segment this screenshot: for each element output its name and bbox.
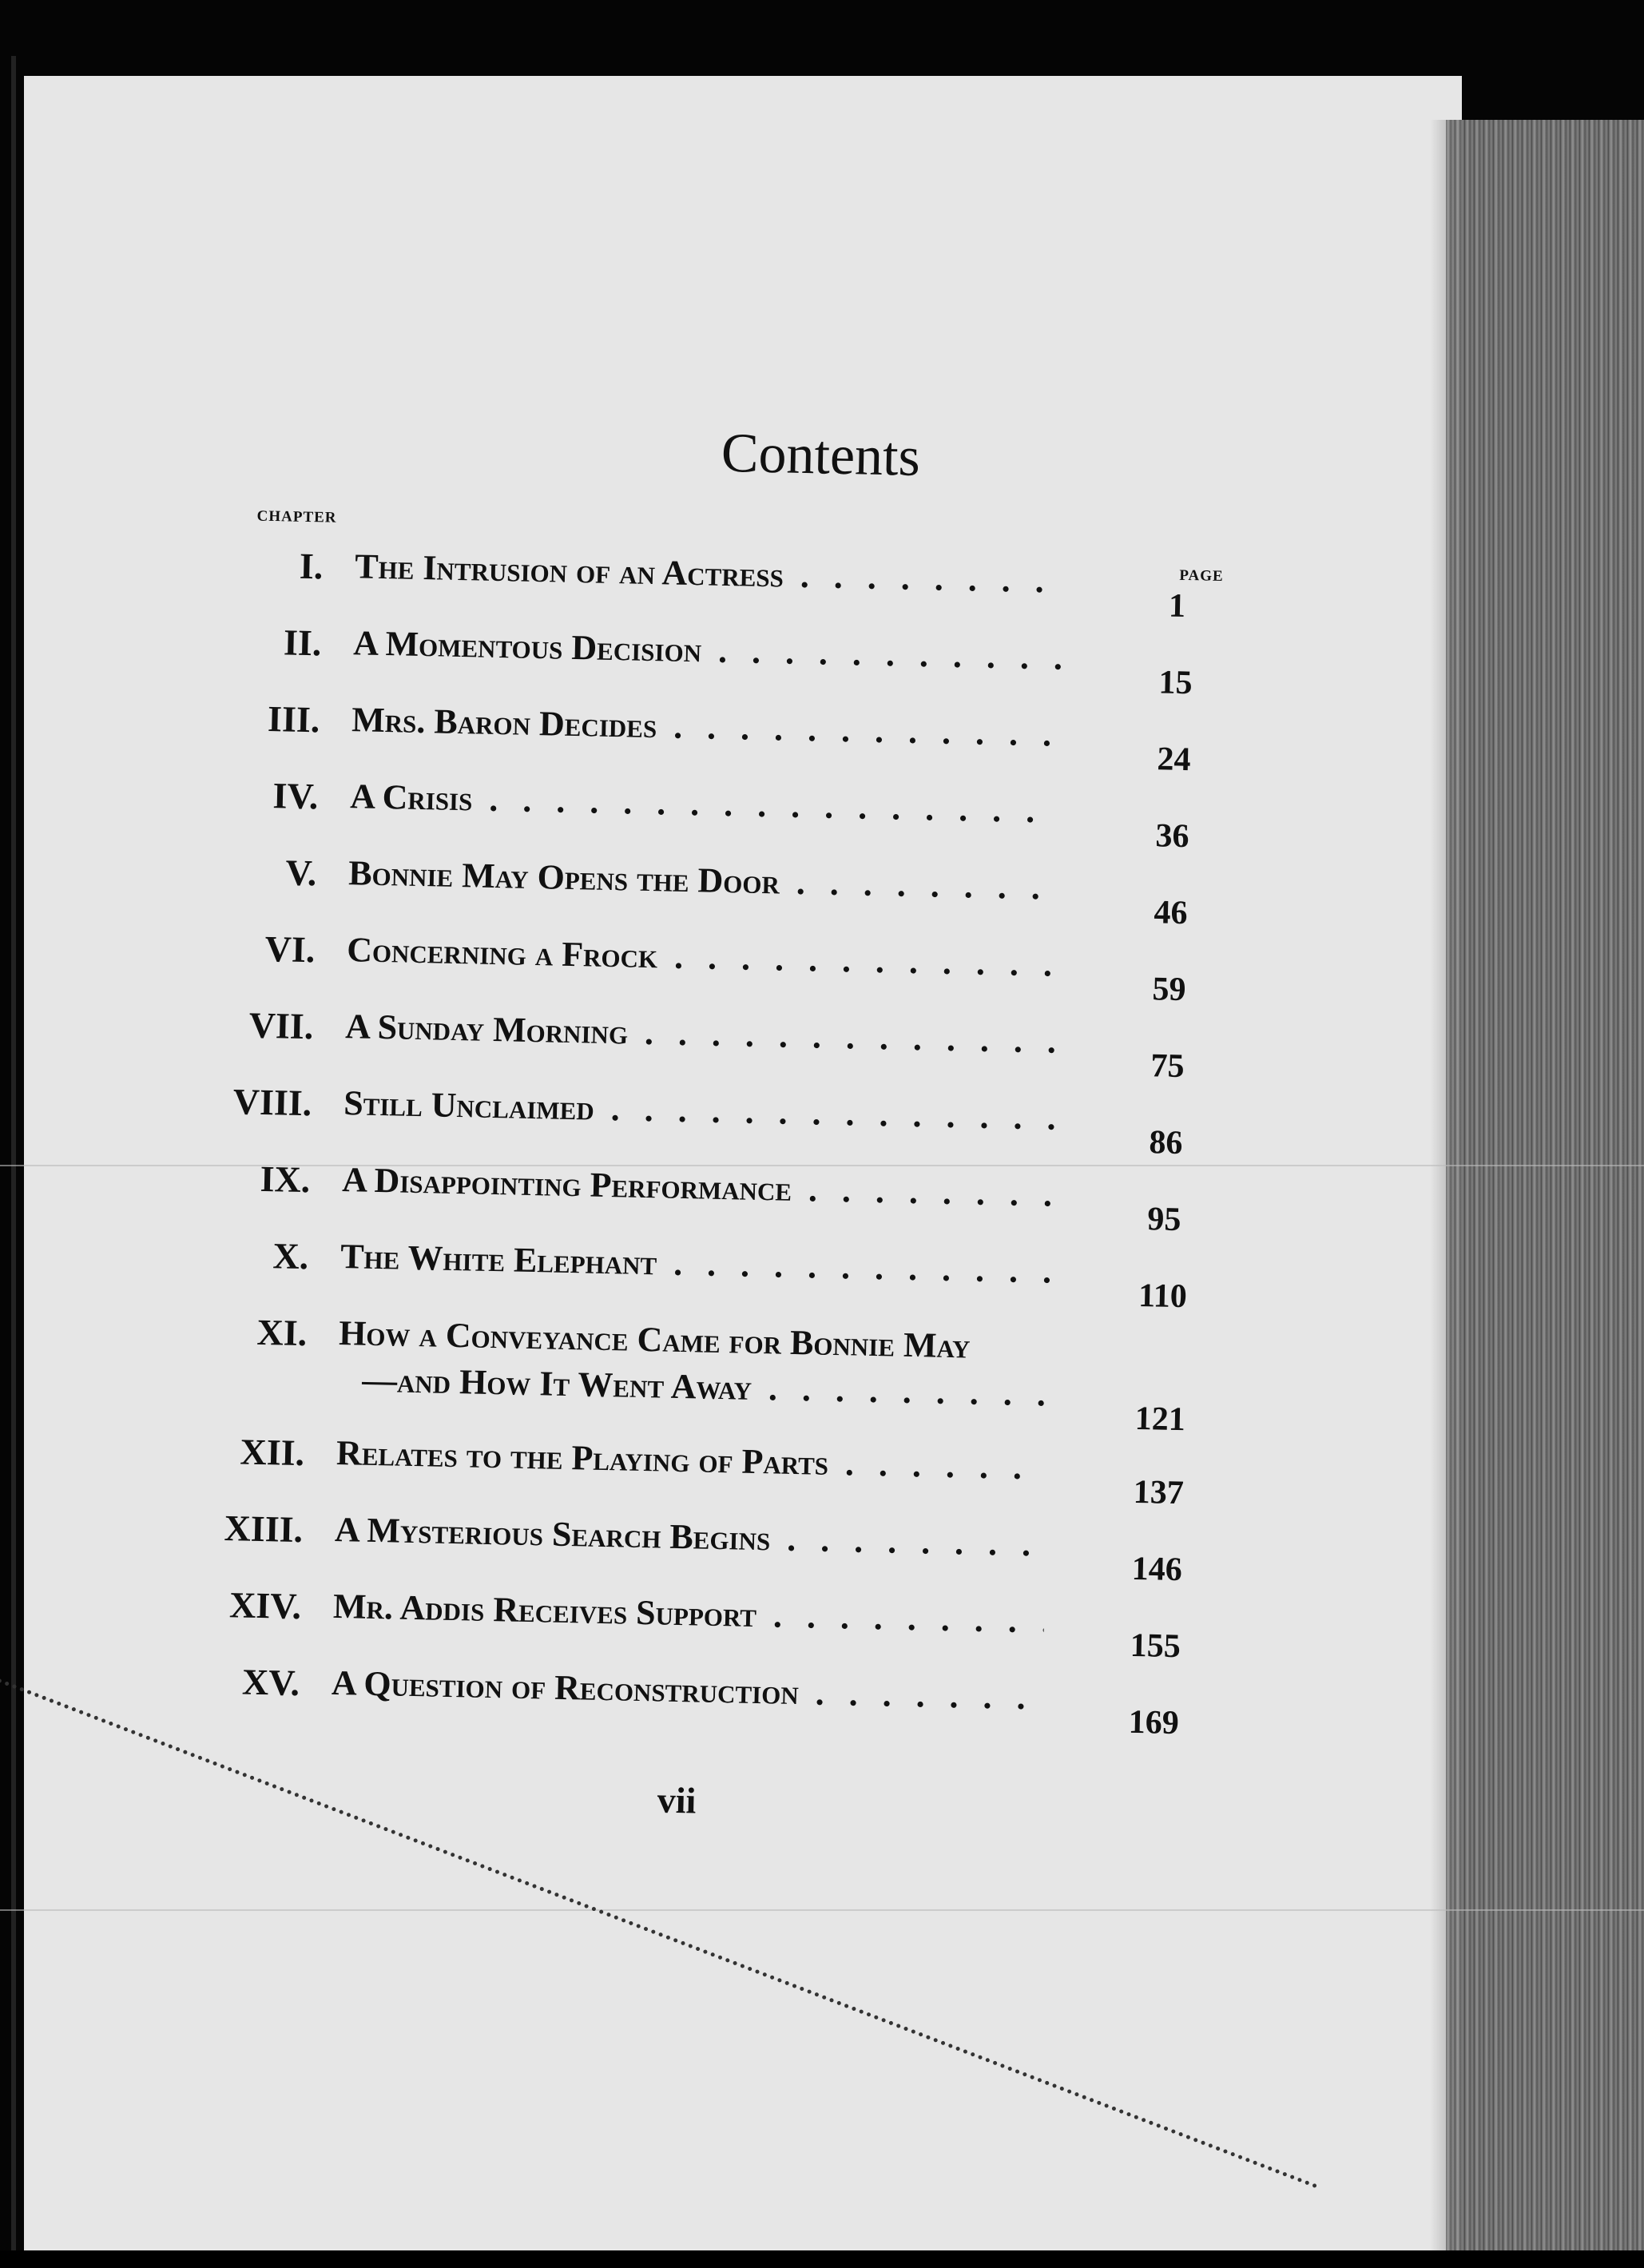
chapter-number: XIV. <box>228 1584 302 1627</box>
chapter-title: The Intrusion of an Actress . . . <box>355 546 1066 602</box>
page-number: 86 <box>1148 1124 1183 1162</box>
page-number: 59 <box>1152 971 1186 1009</box>
chapter-title: Still Unclaimed . . . <box>343 1082 1055 1138</box>
chapter-title: A Momentous Decision . . . <box>353 622 1065 678</box>
chapter-number: XII. <box>240 1431 305 1474</box>
chapter-title: Mr. Addis Receives Support . . . <box>333 1586 1045 1642</box>
page-number: 36 <box>1155 817 1189 856</box>
page-number: 95 <box>1146 1201 1181 1239</box>
chapter-number: VIII. <box>232 1081 312 1124</box>
page-number: 15 <box>1158 664 1193 702</box>
page-number: 137 <box>1133 1473 1185 1512</box>
chapter-title: A Question of Reconstruction . . . <box>332 1662 1043 1718</box>
page-number: 24 <box>1157 741 1191 779</box>
page-folio: vii <box>657 1779 697 1821</box>
chapter-title: The White Elephant . . . <box>340 1236 1052 1292</box>
chapter-title: —and How It Went Away . . . <box>361 1360 1049 1415</box>
chapter-title: A Crisis . . . <box>350 776 1062 832</box>
chapter-number: II. <box>283 622 322 664</box>
chapter-number: VI. <box>264 927 316 971</box>
page-title: Contents <box>721 422 921 488</box>
chapter-number: I. <box>299 545 324 587</box>
page-number: 146 <box>1131 1550 1183 1589</box>
chapter-title: A Mysterious Search Begins . . . <box>335 1509 1046 1565</box>
chapter-number: III. <box>267 697 320 741</box>
chapter-title: Relates to the Playing of Parts . . . <box>336 1432 1048 1488</box>
page-number: 155 <box>1130 1627 1181 1666</box>
toc-list <box>139 542 1226 1758</box>
toc-entry[interactable] <box>145 1309 1210 1451</box>
page-number: 110 <box>1138 1277 1188 1316</box>
chapter-column-label: CHAPTER <box>256 507 337 526</box>
chapter-title: Bonnie May Opens the Door . . . <box>348 852 1060 908</box>
chapter-number: XIII. <box>224 1507 304 1551</box>
chapter-title: Mrs. Baron Decides . . . <box>351 699 1063 755</box>
page-number: 75 <box>1150 1047 1185 1086</box>
chapter-number: XV. <box>241 1661 300 1704</box>
page-number: 169 <box>1128 1703 1180 1742</box>
page-number: 46 <box>1154 894 1188 932</box>
chapter-title: A Disappointing Performance . . . <box>342 1159 1054 1215</box>
chapter-title: Concerning a Frock . . . <box>347 929 1058 985</box>
page-column-label: PAGE <box>1179 566 1224 585</box>
chapter-number: IX. <box>260 1158 311 1201</box>
page-number: 121 <box>1134 1400 1186 1439</box>
page-number: 1 <box>1168 587 1186 625</box>
chapter-number: XI. <box>256 1311 308 1354</box>
chapter-number: X. <box>272 1235 309 1277</box>
chapter-number: VII. <box>248 1004 314 1047</box>
chapter-title-line-1: How a Conveyance Came for Bonnie May <box>338 1313 971 1366</box>
chapter-number: IV. <box>272 775 319 817</box>
chapter-number: V. <box>284 852 317 894</box>
chapter-title: A Sunday Morning . . . <box>345 1006 1057 1062</box>
